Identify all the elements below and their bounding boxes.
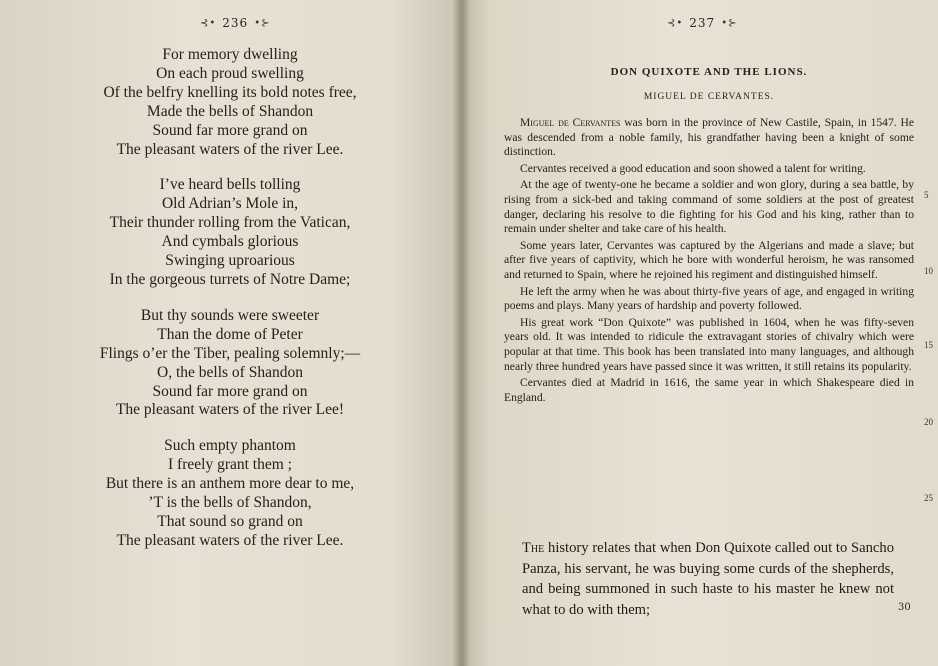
poem-stanza-2 — [60, 176, 400, 289]
poem-stanza-3 — [60, 307, 400, 420]
poem-line: But there is an anthem more dear to me, — [105, 475, 355, 493]
story-line-number: 30 — [898, 602, 911, 613]
article-column — [504, 62, 933, 503]
poem-line: Made the bells of Shandon — [146, 102, 314, 120]
poem-line: I’ve heard bells tolling — [159, 176, 301, 194]
poem-line: Swinging uproarious — [165, 252, 295, 270]
poem-line: ’T is the bells of Shandon, — [148, 494, 312, 512]
bio-paragraph: He left the army when he was about thirty-five years of age, and engaged in writing poems and plays. Many years of hardship and poverty followed. — [504, 284, 914, 313]
bio-paragraph: Miguel de Cervantes was born in the province of New Castile, Spain, in 1547. He was descended from a noble family, his grandfather having been a knight of some distinction. — [504, 116, 914, 159]
bio-paragraph: At the age of twenty-one he became a soldier and won glory, during a sea battle, by rising from a sick-bed and taking command of some soldiers at the post of greatest danger, declaring his resolve to die fighting for his God and his king, rather than to remain under shelter and take care of his health. — [504, 178, 914, 236]
poem-line: Such empty phantom — [164, 437, 296, 455]
article-author: MIGUEL DE CERVANTES. — [643, 92, 775, 102]
poem-line: Old Adrian’s Mole in, — [161, 195, 299, 213]
ornament-right-icon: •⊱ — [721, 17, 738, 29]
poem — [60, 46, 400, 568]
poem-line: Of the belfry knelling its bold notes free, — [103, 83, 357, 101]
story-paragraph: The history relates that when Don Quixote called out to Sancho Panza, his servant, he was buying some curds of the shepherds, and being summoned in such haste to his master he knew not what to do with them; — [522, 540, 894, 618]
left-page — [0, 0, 462, 666]
poem-line: The pleasant waters of the river Lee. — [116, 531, 344, 549]
line-number: 10 — [924, 266, 933, 276]
story-lead-word: The — [522, 540, 545, 556]
poem-line: Flings o’er the Tiber, pealing solemnly;— — [99, 344, 361, 362]
bio-paragraph: Cervantes received a good education and soon showed a talent for writing. — [520, 161, 866, 175]
poem-stanza-1 — [60, 46, 400, 159]
poem-line: Than the dome of Peter — [157, 325, 303, 343]
poem-line: For memory dwelling — [162, 46, 298, 63]
poem-line: Sound far more grand on — [152, 121, 308, 139]
line-number: 15 — [924, 340, 933, 350]
bio-paragraph: Some years later, Cervantes was captured by the Algerians and made a slave; but after five years of captivity, which he bore with wonderful heroism, he was ransomed and returned to Spain, where he rejoined his regiment and distinguished himself. — [504, 238, 914, 281]
ornament-left-icon: ⊰• — [200, 17, 217, 29]
poem-line: The pleasant waters of the river Lee. — [116, 140, 344, 158]
poem-line: Their thunder rolling from the Vatican, — [109, 214, 351, 232]
line-number: 25 — [924, 493, 933, 503]
poem-line: Sound far more grand on — [152, 382, 308, 400]
poem-line: O, the bells of Shandon — [157, 363, 303, 381]
poem-line: The pleasant waters of the river Lee! — [115, 401, 345, 419]
poem-stanza-4 — [60, 437, 400, 550]
poem-line: I freely grant them ; — [168, 456, 292, 474]
ornament-right-icon: •⊱ — [254, 17, 271, 29]
bio-lead-name: Miguel de Cervantes — [520, 116, 621, 129]
left-page-number: ⊰• 236 •⊱ — [200, 16, 271, 30]
line-number: 20 — [924, 417, 933, 427]
article-title: DON QUIXOTE AND THE LIONS. — [610, 66, 808, 78]
story-opening — [522, 538, 894, 620]
poem-line: In the gorgeous turrets of Notre Dame; — [109, 270, 351, 288]
poem-line: That sound so grand on — [157, 512, 303, 530]
poem-line: But thy sounds were sweeter — [140, 306, 320, 324]
right-page — [462, 0, 938, 666]
poem-line: On each proud swelling — [156, 64, 304, 82]
poem-line: And cymbals glorious — [161, 233, 299, 251]
right-page-number: ⊰• 237 •⊱ — [667, 16, 738, 30]
line-number: 5 — [924, 190, 929, 200]
author-biography — [504, 116, 914, 405]
bio-paragraph: Cervantes died at Madrid in 1616, the same year in which Shakespeare died in England. — [504, 376, 914, 404]
book-gutter — [452, 0, 470, 666]
ornament-left-icon: ⊰• — [667, 17, 684, 29]
bio-paragraph: His great work “Don Quixote” was published in 1604, when he was fifty-seven years old. It was intended to ridicule the extravagant stories of chivalry which were popular at that time. This book has been translated into many languages, and although nearly three hundred years have passed since it was written, it still retains its popularity. — [504, 315, 914, 373]
